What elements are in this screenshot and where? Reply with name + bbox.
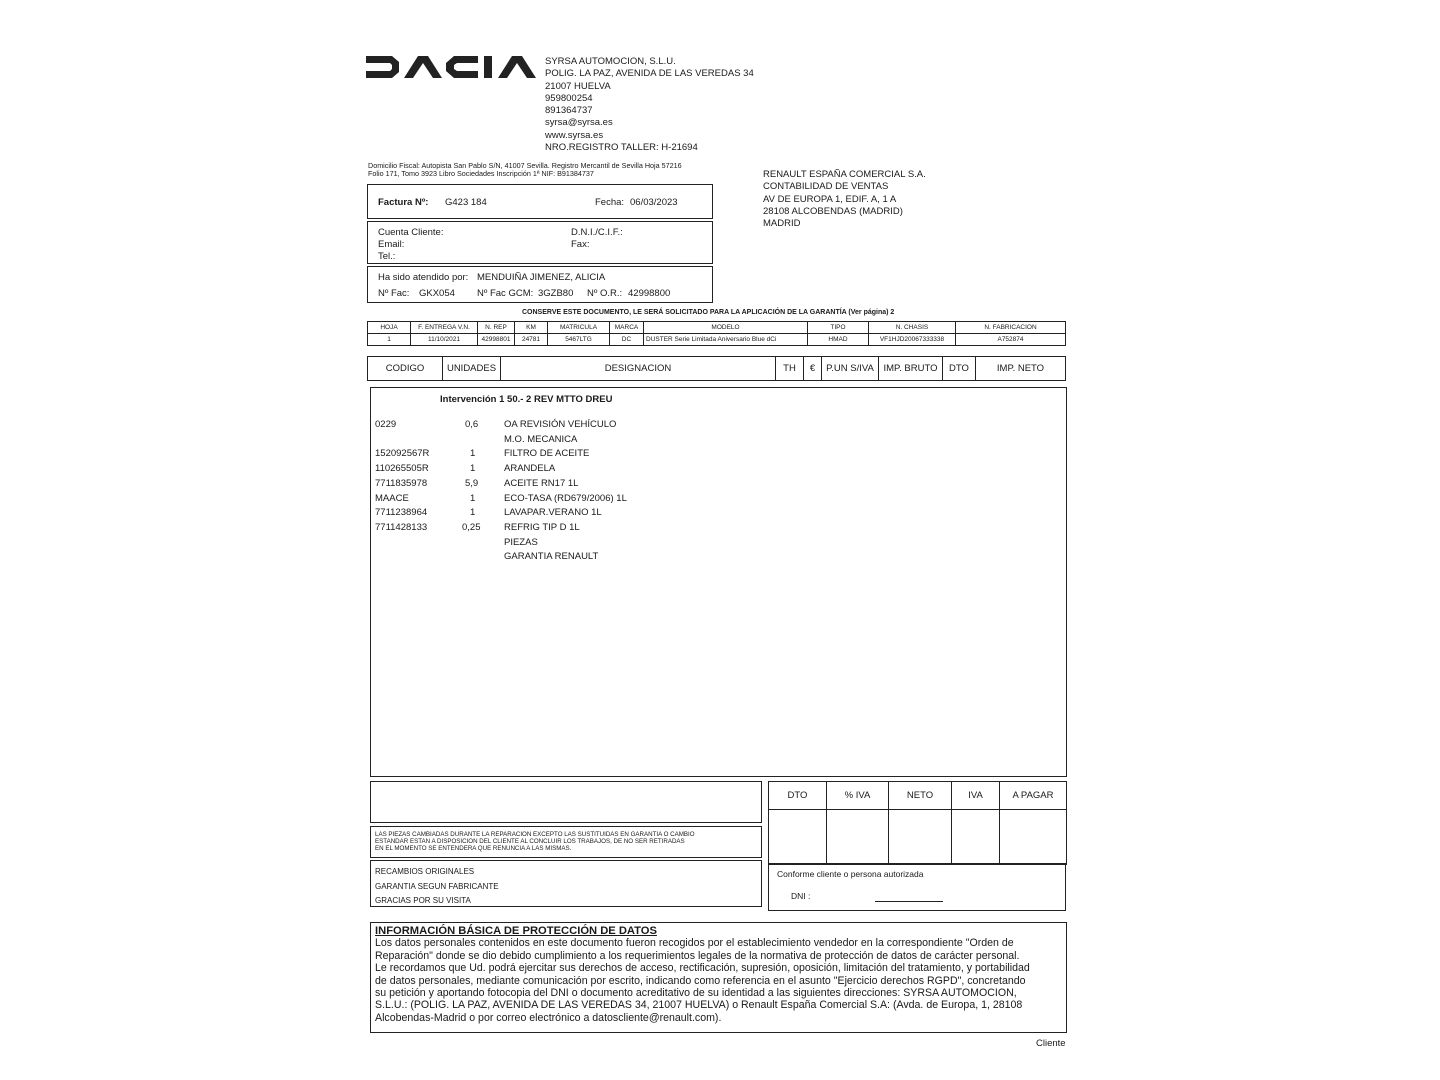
client-dni-label: D.N.I./C.I.F.: [571,227,623,238]
vehicle-value-cell: 1 [368,334,411,346]
vehicle-header-cell: MARCA [610,322,644,334]
signature-box [768,863,1066,911]
attended-label: Ha sido atendido por: [378,272,469,283]
totals-value-cell [769,810,827,865]
replaced-parts-note [370,826,762,858]
items-column-headers [367,356,1066,381]
company-line: 959800254 [545,92,593,104]
vehicle-value-cell: 24781 [515,334,548,346]
totals-table [768,781,1067,865]
attended-value: MENDUIÑA JIMENEZ, ALICIA [477,272,606,283]
vehicle-value-cell: 11/10/2021 [411,334,478,346]
client-tel-label: Tel.: [378,251,396,262]
item-units: 1 [470,463,476,474]
nor-label: Nº O.R.: [587,288,623,299]
totals-header-iva: IVA [952,782,1000,810]
vehicle-header-cell: N. REP [478,322,515,334]
vehicle-value-cell: 42998801 [478,334,515,346]
totals-value-cell [952,810,1000,865]
blank-notes-box [370,781,762,823]
item-desc: LAVAPAR.VERANO 1L [504,507,602,518]
vehicle-table [367,321,1066,346]
vehicle-header-cell: HOJA [368,322,411,334]
totals-header-dto: DTO [769,782,827,810]
invoice-number-box [367,184,713,219]
parts-note-line: ESTANDAR ESTAN A DISPOSICION DEL CLIENTE AL CONCLUIR LOS TRABAJOS, DE NO SER RETIRADAS [375,838,685,846]
vehicle-value-cell: DUSTER Serie Limitada Aniversario Blue dCi [644,334,808,346]
item-desc: FILTRO DE ACEITE [504,448,590,459]
item-units: 1 [470,493,476,504]
recipient-line: RENAULT ESPAÑA COMERCIAL S.A. [763,169,926,180]
item-desc: REFRIG TIP D 1L [504,522,580,533]
dni-signature-line [875,901,943,902]
item-code: 0229 [375,419,397,430]
recambios-line: GARANTIA SEGUN FABRICANTE [375,881,499,891]
recipient-line: AV DE EUROPA 1, EDIF. A, 1 A [763,193,897,205]
items-box [370,387,1067,777]
item-code: 7711238964 [375,507,428,518]
warranty-notice: CONSERVE ESTE DOCUMENTO, LE SERÁ SOLICITADO PARA LA APLICACIÓN DE LA GARANTÍA (Ver página) 2 [522,309,895,316]
col-pun: P.UN S/IVA [822,357,879,381]
nfacgcm-value: 3GZB80 [538,288,574,299]
attended-box [367,266,713,303]
intervention-title: Intervención 1 50.- 2 REV MTTO DREU [440,394,613,405]
nor-value: 42998800 [628,288,671,299]
col-dto: DTO [943,357,976,381]
vehicle-header-row [368,322,1066,334]
col-designacion: DESIGNACION [501,357,776,381]
client-email-label: Email: [378,239,405,250]
vehicle-header-cell: N. CHASIS [869,322,956,334]
totals-value-cell [827,810,889,865]
totals-header-iva-pct: % IVA [827,782,889,810]
vehicle-header-cell: N. FABRICACION [956,322,1066,334]
col-unidades: UNIDADES [443,357,501,381]
item-desc: ACEITE RN17 1L [504,478,579,489]
vehicle-value-row [368,334,1066,346]
data-protection-line: su petición y aportando fotocopia del DNI o documento acreditativo de su identidad a las siguientes direcciones: SYRSA AUTOMOCION, [375,987,1017,1000]
company-info [545,56,754,154]
data-protection-title: INFORMACIÓN BÁSICA DE PROTECCIÓN DE DATOS [375,925,657,937]
item-code: 7711835978 [375,478,428,489]
recambios-box [370,860,762,907]
data-protection-line: Alcobendas-Madrid o por correo electrónico a datoscliente@renault.com). [375,1011,722,1024]
company-line: www.syrsa.es [545,129,604,141]
item-units: 5,9 [465,478,479,489]
vehicle-header-cell: KM [515,322,548,334]
company-line: SYRSA AUTOMOCION, S.L.U. [545,56,676,67]
totals-value-cell [1000,810,1067,865]
invoice-number-label: Factura Nº: [378,197,429,208]
vehicle-value-cell: A752874 [956,334,1066,346]
col-imp-bruto: IMP. BRUTO [879,357,943,381]
invoice-date-value: 06/03/2023 [630,197,678,208]
data-protection-line: S.L.U.: (POLIG. LA PAZ, AVENIDA DE LAS VEREDAS 34, 21007 HUELVA) o Renault España Comercial S.A: (Avda. de Europa, 1, 28108 [375,999,1023,1012]
col-th: TH [776,357,804,381]
dni-label: DNI : [791,891,811,901]
item-units: 1 [470,507,476,518]
totals-value-cell [889,810,952,865]
col-euro: € [804,357,822,381]
conforme-label: Conforme cliente o persona autorizada [777,869,924,879]
invoice-number-value: G423 184 [445,197,487,208]
recambios-line: GRACIAS POR SU VISITA [375,896,471,905]
company-line: POLIG. LA PAZ, AVENIDA DE LAS VEREDAS 34 [545,68,754,80]
item-units: 0,6 [465,419,479,430]
company-line: 891364737 [545,105,593,117]
col-imp-neto: IMP. NETO [976,357,1066,381]
client-account-label: Cuenta Cliente: [378,227,444,238]
recipient-line: 28108 ALCOBENDAS (MADRID) [763,205,903,217]
vehicle-header-cell: TIPO [808,322,869,334]
parts-note-line: LAS PIEZAS CAMBIADAS DURANTE LA REPARACION EXCEPTO LAS SUSTITUIDAS EN GARANTIA O CAMBIO [375,831,695,838]
invoice-date-label: Fecha: [595,197,625,208]
data-protection-line: de datos personales, mediante comunicación por escrito, indicando como referencia en el asunto "Ejercicio derechos RGPD", concretando [375,974,1026,987]
recipient-address [763,169,926,230]
item-units: 0,25 [462,522,481,533]
copy-label: Cliente [1036,1038,1066,1049]
nfacgcm-label: Nº Fac GCM: [477,288,534,299]
vehicle-value-cell: HMAD [808,334,869,346]
data-protection-line: Reparación" donde se dio debido cumplimiento a los requerimientos legales de la normativa de protección de datos de carácter personal. [375,949,1020,962]
item-code: MAACE [375,493,409,504]
nfac-value: GKX054 [419,288,455,299]
vehicle-header-cell: MATRICULA [548,322,610,334]
item-desc: GARANTIA RENAULT [504,551,599,562]
col-codigo: CODIGO [368,357,443,381]
vehicle-value-cell: DC [610,334,644,346]
totals-header-neto: NETO [889,782,952,810]
fiscal-info [368,162,682,178]
item-units: 1 [470,448,476,459]
recipient-line: MADRID [763,218,801,230]
vehicle-value-cell: VF1HJD20067333338 [869,334,956,346]
item-desc: ARANDELA [504,463,556,474]
client-fax-label: Fax: [571,239,590,250]
data-protection-line: Le recordamos que Ud. podrá ejercitar sus derechos de acceso, rectificación, supresión, oposición, limitación del tratamiento, y portabilidad [375,962,1030,975]
item-desc: PIEZAS [504,537,538,548]
recambios-line: RECAMBIOS ORIGINALES [375,867,475,876]
data-protection-box [370,922,1067,1033]
dacia-logo [366,56,541,78]
item-code: 110265505R [375,463,429,474]
item-desc: M.O. MECANICA [504,434,578,445]
company-line: 21007 HUELVA [545,80,611,92]
fiscal-line: Folio 171, Tomo 3923 Libro Sociedades Inscripción 1ª NIF: B91384737 [368,169,594,179]
vehicle-value-cell: 5467LTG [548,334,610,346]
fiscal-line: Domicilio Fiscal: Autopista San Pablo S/N, 41007 Sevilla. Registro Mercantil de Sevilla Hoja 57216 [368,161,682,170]
item-code: 7711428133 [375,522,428,533]
client-box [367,221,713,264]
company-line: syrsa@syrsa.es [545,117,613,129]
parts-note-line: EN EL MOMENTO SE ENTENDERA QUE RENUNCIA A LAS MISMAS. [375,845,572,853]
nfac-label: Nº Fac: [378,288,410,299]
data-protection-line: Los datos personales contenidos en este documento fueron recogidos por el establecimiento vendedor en la correspondiente "Orden de [375,937,1014,950]
vehicle-header-cell: MODELO [644,322,808,334]
company-line: NRO.REGISTRO TALLER: H-21694 [545,142,698,154]
recipient-line: CONTABILIDAD DE VENTAS [763,181,889,193]
totals-header-a-pagar: A PAGAR [1000,782,1067,810]
item-desc: ECO-TASA (RD679/2006) 1L [504,493,627,504]
vehicle-header-cell: F. ENTREGA V.N. [411,322,478,334]
item-desc: OA REVISIÓN VEHÍCULO [504,419,617,430]
item-code: 152092567R [375,448,430,459]
